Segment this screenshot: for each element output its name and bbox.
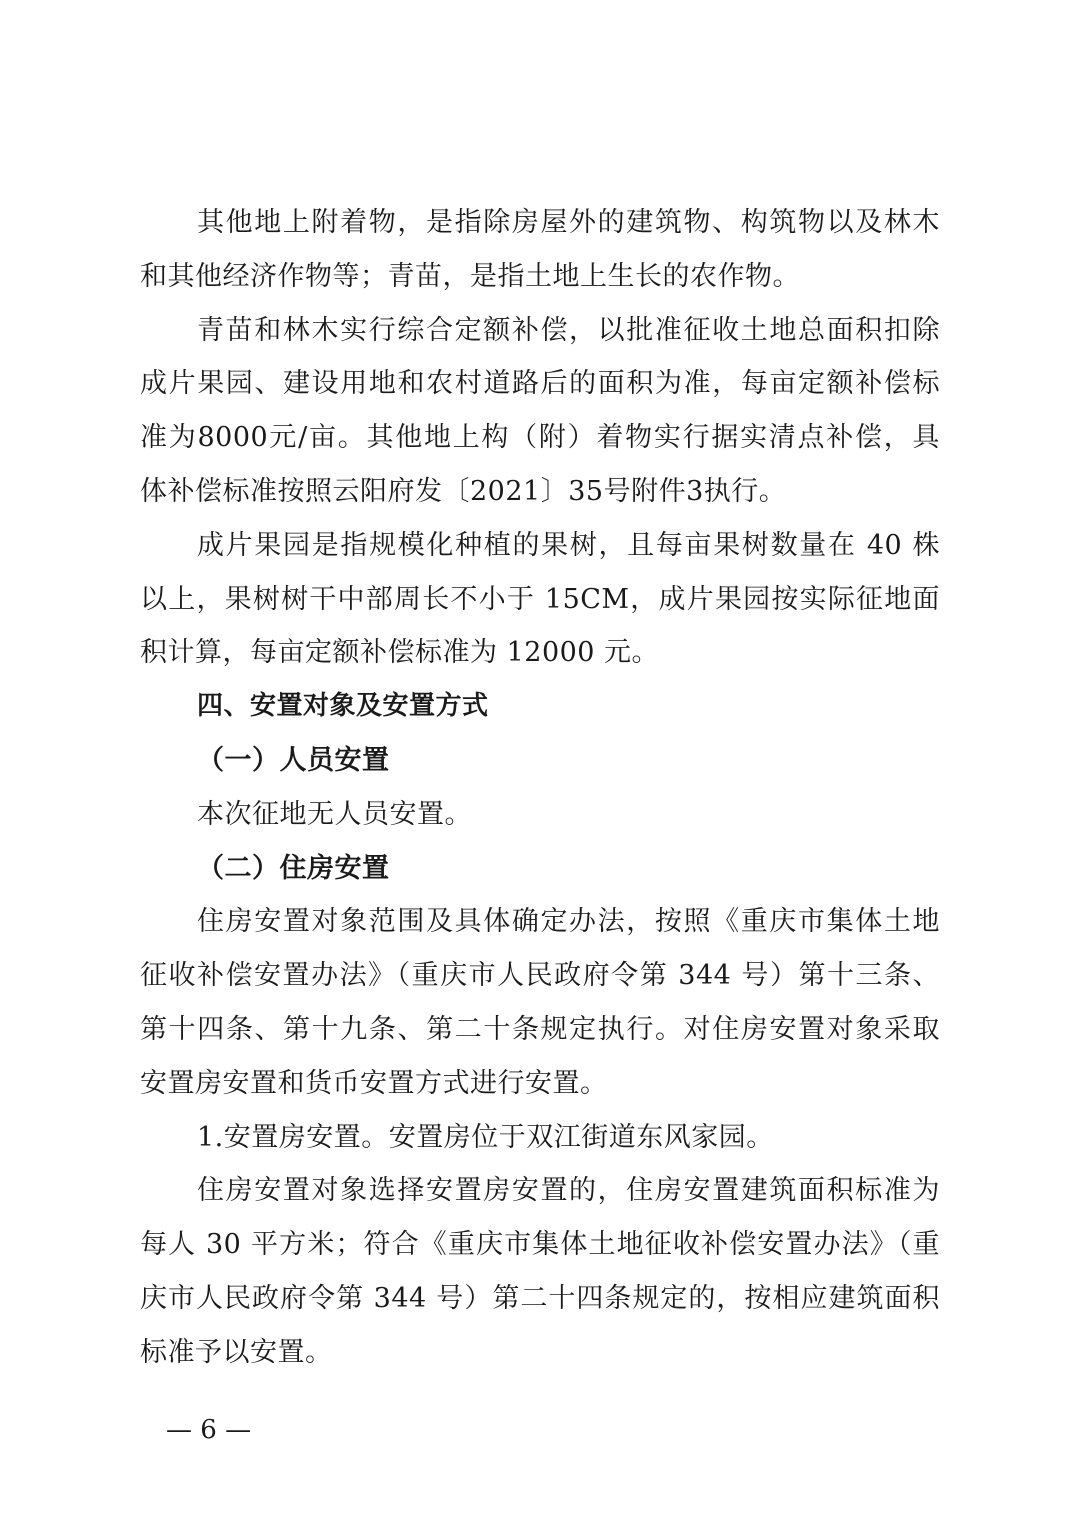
paragraph-line: 成片果园是指规模化种植的果树，且每亩果树数量在 40 株 <box>197 529 940 561</box>
paragraph-line: 征收补偿安置办法》（重庆市人民政府令第 344 号）第十三条、 <box>140 960 940 992</box>
paragraph-line: 庆市人民政府令第 344 号）第二十四条规定的，按相应建筑面积 <box>140 1282 940 1314</box>
paragraph-line: 以上，果树树干中部周长不小于 15CM，成片果园按实际征地面 <box>140 583 940 615</box>
paragraph-line: 第十四条、第十九条、第二十条规定执行。对住房安置对象采取 <box>140 1013 940 1045</box>
paragraph-line: 准为8000元/亩。其他地上构（附）着物实行据实清点补偿，具 <box>140 422 940 454</box>
section-heading: 四、安置对象及安置方式 <box>197 691 489 722</box>
paragraph-line: 成片果园、建设用地和农村道路后的面积为准，每亩定额补偿标 <box>140 368 940 400</box>
document-body <box>140 196 940 1380</box>
paragraph-line: 其他地上附着物，是指除房屋外的建筑物、构筑物以及林木 <box>197 207 940 238</box>
paragraph-line: 标准予以安置。 <box>140 1336 333 1368</box>
paragraph-line: 1.安置房安置。安置房位于双江街道东风家园。 <box>197 1121 774 1153</box>
paragraph-line: 住房安置对象选择安置房安置的，住房安置建筑面积标准为 <box>197 1175 940 1207</box>
paragraph-line: 青苗和林木实行综合定额补偿，以批准征收土地总面积扣除 <box>197 314 940 346</box>
paragraph-line: 本次征地无人员安置。 <box>197 798 472 830</box>
subsection-heading: （二）住房安置 <box>197 852 390 884</box>
paragraph-line: 安置房安置和货币安置方式进行安置。 <box>140 1067 608 1099</box>
page-number: — 6 — <box>166 1415 252 1445</box>
paragraph-line: 和其他经济作物等；青苗，是指土地上生长的农作物。 <box>140 260 800 292</box>
subsection-heading: （一）人员安置 <box>197 744 390 776</box>
paragraph-line: 积计算，每亩定额补偿标准为 12000 元。 <box>140 637 660 669</box>
paragraph-line: 住房安置对象范围及具体确定办法，按照《重庆市集体土地 <box>197 906 940 938</box>
paragraph-line: 体补偿标准按照云阳府发〔2021〕35号附件3执行。 <box>140 475 787 507</box>
paragraph-line: 每人 30 平方米；符合《重庆市集体土地征收补偿安置办法》（重 <box>140 1229 940 1261</box>
